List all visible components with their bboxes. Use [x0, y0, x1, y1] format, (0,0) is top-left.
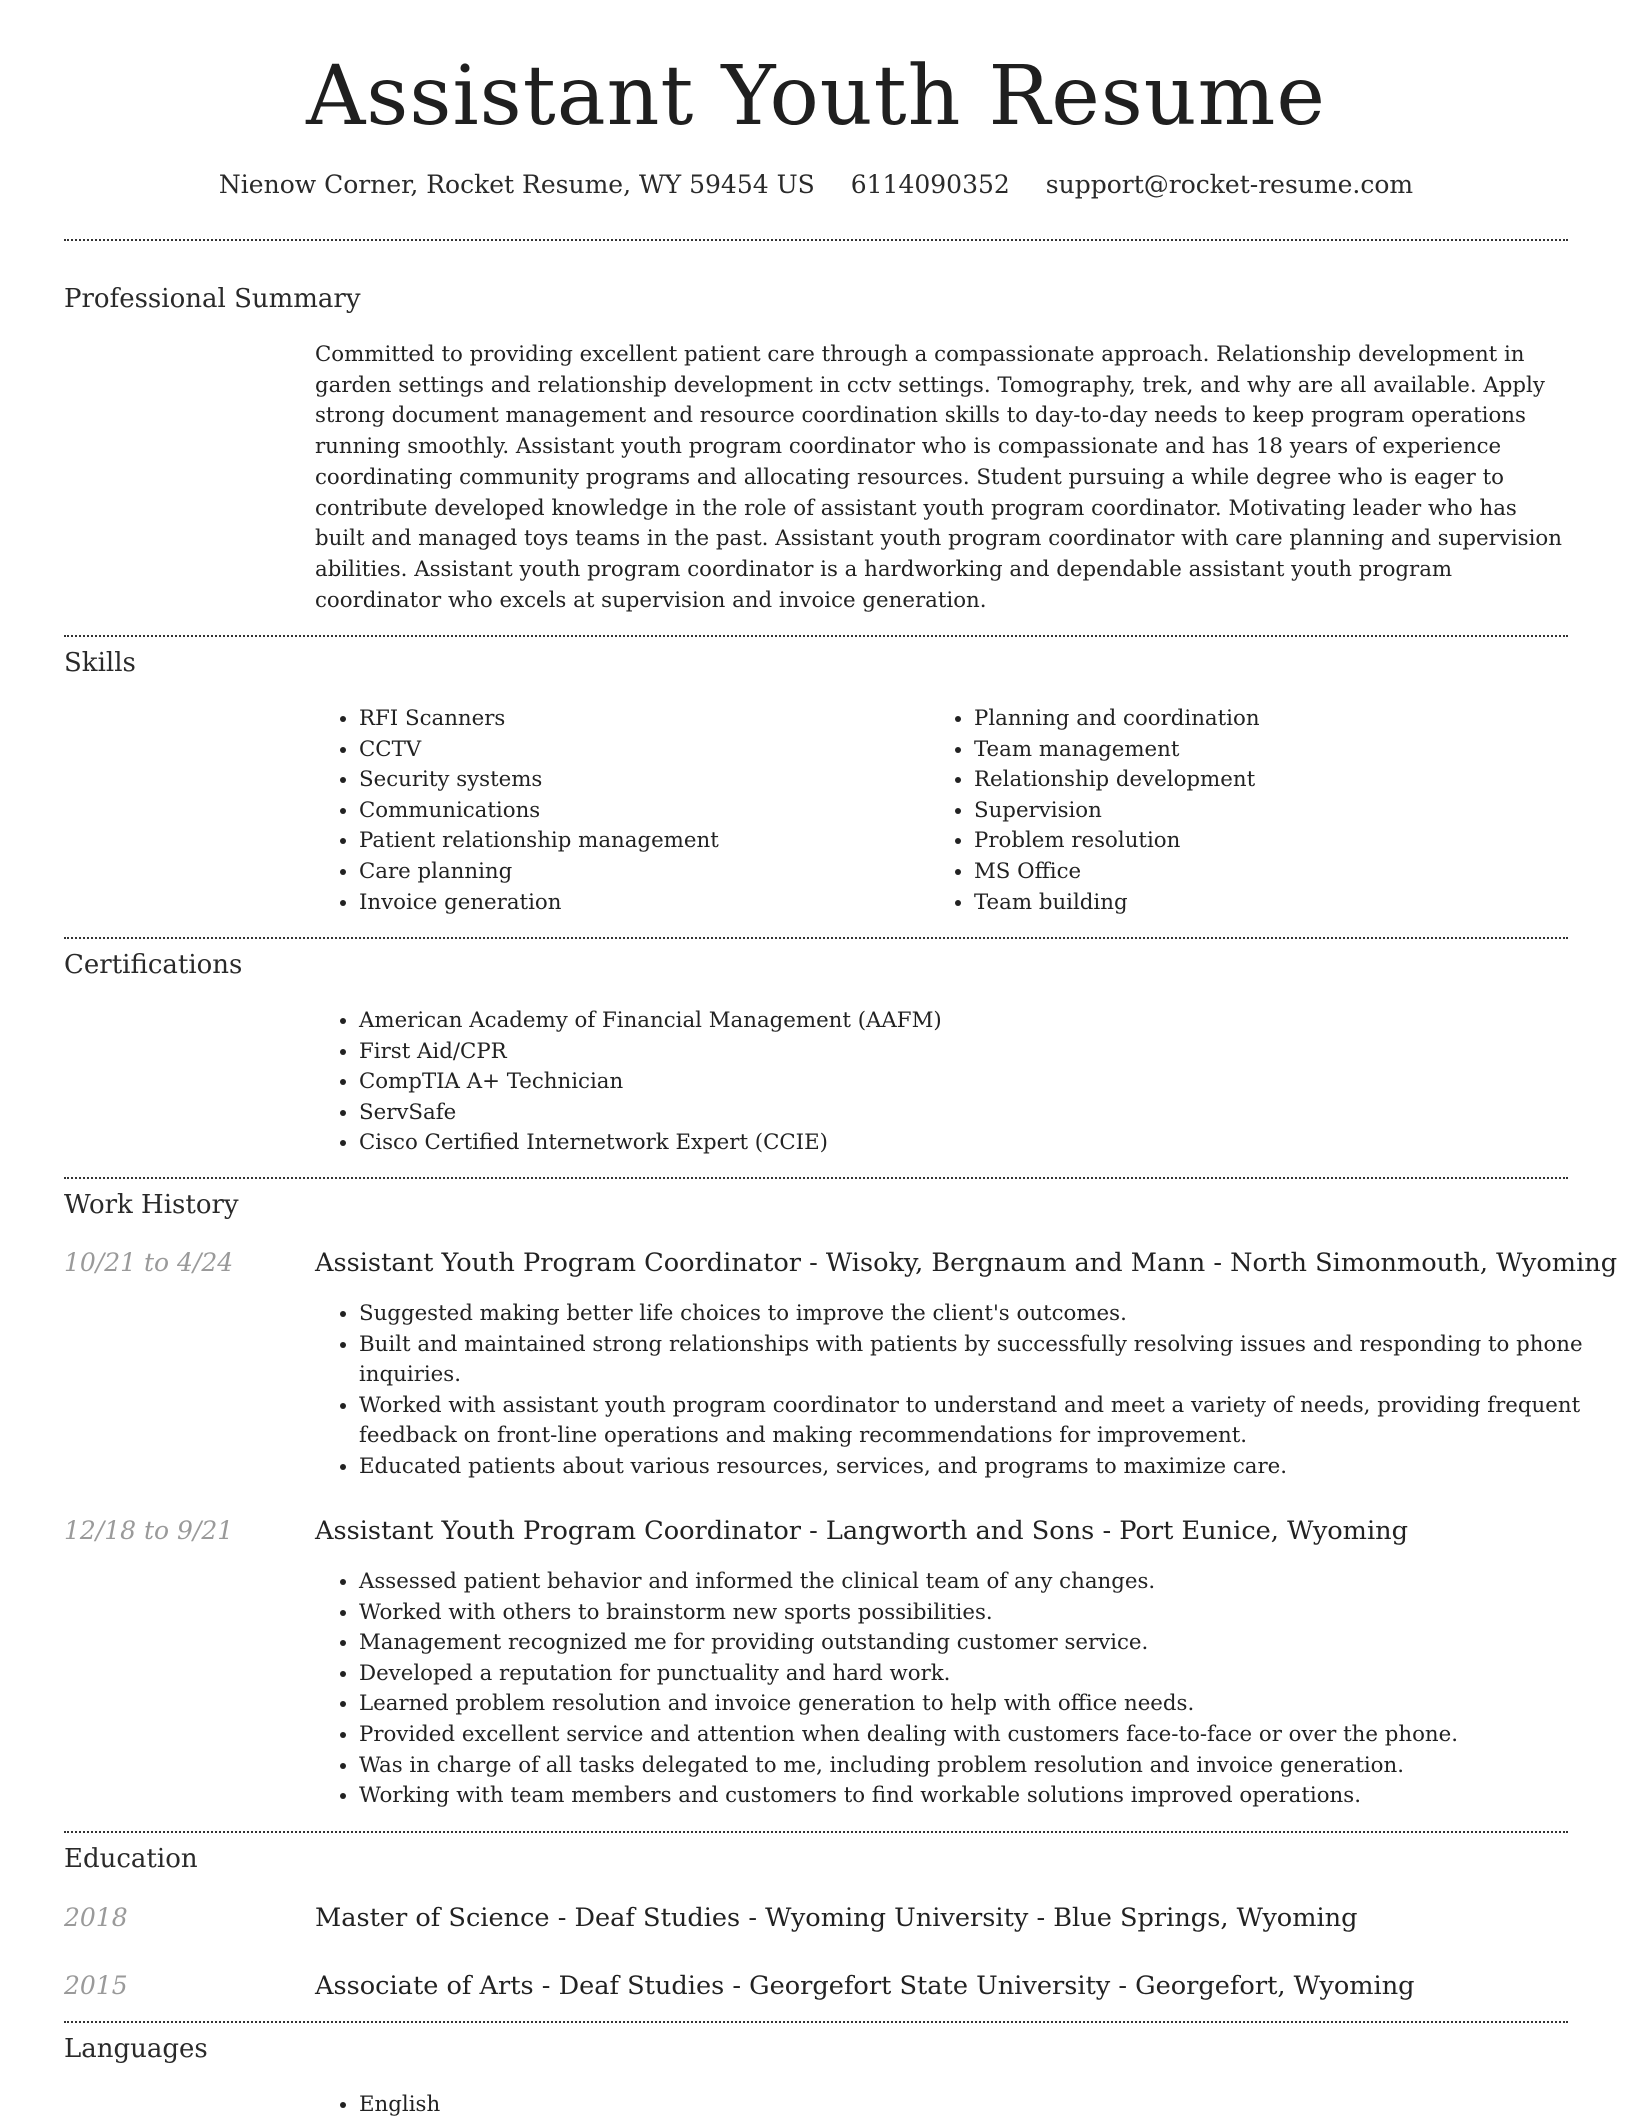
job-bullet: • Worked with others to brainstorm new sports possibilities.	[359, 1598, 1614, 1629]
education-line: Associate of Arts - Deaf Studies - Georgefort State University - Georgefort, Wyoming	[315, 1971, 1415, 2001]
job-dates: 10/21 to 4/24	[64, 1248, 234, 1277]
section-divider	[64, 1177, 1568, 1179]
skill-item: • Security systems	[359, 765, 919, 796]
skill-item: • Problem resolution	[974, 826, 1594, 857]
summary-text: Committed to providing excellent patient care through a compassionate approach. Relationship development in garden settings and relationship development in cctv settings. Tomography, trek, and why are all available. Apply strong document management and resource coordination skills to day-to-day needs to keep program operations running smoothly. Assistant youth program coordinator who is compassionate and has 18 years of experience coordinating community programs and allocating resources. Student pursuing a while degree who is eager to contribute developed knowledge in the role of assistant youth program coordinator. Motivating leader who has built and managed toys teams in the past. Assistant youth program coordinator with care planning and supervision abilities. Assistant youth program coordinator is a hardworking and dependable assistant youth program coordinator who excels at supervision and invoice generation.	[315, 342, 1562, 613]
certification-item: • CompTIA A+ Technician	[359, 1067, 1559, 1098]
section-divider	[64, 2021, 1568, 2023]
job-bullet: • Learned problem resolution and invoice generation to help with office needs.	[359, 1689, 1614, 1720]
skill-item: • Relationship development	[974, 765, 1594, 796]
certifications-heading: Certifications	[64, 950, 243, 980]
job-bullet: • Management recognized me for providing outstanding customer service.	[359, 1628, 1614, 1659]
certification-item: • First Aid/CPR	[359, 1037, 1559, 1068]
skills-list-left	[315, 704, 919, 918]
skill-item: • MS Office	[974, 857, 1594, 888]
skill-item: • Team management	[974, 735, 1594, 766]
certification-item: • ServSafe	[359, 1098, 1559, 1129]
job-bullet: • Suggested making better life choices to improve the client's outcomes.	[359, 1299, 1614, 1330]
job-bullet: • Was in charge of all tasks delegated to me, including problem resolution and invoice generation.	[359, 1751, 1614, 1782]
education-year: 2018	[64, 1903, 128, 1932]
work-history-heading: Work History	[64, 1190, 239, 1220]
contact-address: Nienow Corner, Rocket Resume, WY 59454 US	[218, 170, 815, 199]
job-bullet: • Built and maintained strong relationships with patients by successfully resolving issues and responding to phone inquiries.	[359, 1330, 1614, 1391]
contact-line	[0, 170, 1632, 200]
job-bullet: • Educated patients about various resources, services, and programs to maximize care.	[359, 1452, 1614, 1483]
job-title-line: Assistant Youth Program Coordinator - Wisoky, Bergnaum and Mann - North Simonmouth, Wyoming	[315, 1248, 1618, 1278]
contact-email: support@rocket-resume.com	[1045, 170, 1414, 199]
job-bullet: • Developed a reputation for punctuality and hard work.	[359, 1659, 1614, 1690]
skill-item: • Invoice generation	[359, 888, 919, 919]
education-heading: Education	[64, 1844, 198, 1874]
skill-item: • Communications	[359, 796, 919, 827]
contact-phone: 6114090352	[850, 170, 1010, 199]
job-bullets	[315, 1299, 1614, 1483]
section-divider	[64, 1831, 1568, 1833]
job-title-line: Assistant Youth Program Coordinator - Langworth and Sons - Port Eunice, Wyoming	[315, 1516, 1409, 1546]
certification-item: • American Academy of Financial Management (AAFM)	[359, 1006, 1559, 1037]
job-bullet: • Provided excellent service and attention when dealing with customers face-to-face or over the phone.	[359, 1720, 1614, 1751]
section-divider	[64, 635, 1568, 637]
skills-heading: Skills	[64, 648, 136, 678]
job-dates: 12/18 to 9/21	[64, 1516, 234, 1545]
certifications-list	[315, 1006, 1559, 1159]
skill-item: • Planning and coordination	[974, 704, 1594, 735]
skill-item: • CCTV	[359, 735, 919, 766]
skill-item: • Team building	[974, 888, 1594, 919]
languages-list	[315, 2090, 1559, 2121]
job-bullet: • Working with team members and customers to find workable solutions improved operations.	[359, 1781, 1614, 1812]
language-item: • English	[359, 2090, 1559, 2121]
education-year: 2015	[64, 1971, 128, 2000]
job-bullet: • Assessed patient behavior and informed the clinical team of any changes.	[359, 1567, 1614, 1598]
section-divider	[64, 937, 1568, 939]
skills-list-right	[930, 704, 1594, 918]
summary-heading: Professional Summary	[64, 284, 361, 314]
job-bullet: • Worked with assistant youth program coordinator to understand and meet a variety of needs, providing frequent feedback on front-line operations and making recommendations for improvement.	[359, 1391, 1614, 1452]
skill-item: • Patient relationship management	[359, 826, 919, 857]
resume-title: Assistant Youth Resume	[306, 49, 1326, 144]
languages-heading: Languages	[64, 2034, 208, 2064]
certification-item: • Cisco Certified Internetwork Expert (CCIE)	[359, 1128, 1559, 1159]
section-divider	[64, 239, 1568, 241]
job-bullets	[315, 1567, 1614, 1812]
education-line: Master of Science - Deaf Studies - Wyoming University - Blue Springs, Wyoming	[315, 1903, 1358, 1933]
skill-item: • RFI Scanners	[359, 704, 919, 735]
skill-item: • Supervision	[974, 796, 1594, 827]
skill-item: • Care planning	[359, 857, 919, 888]
